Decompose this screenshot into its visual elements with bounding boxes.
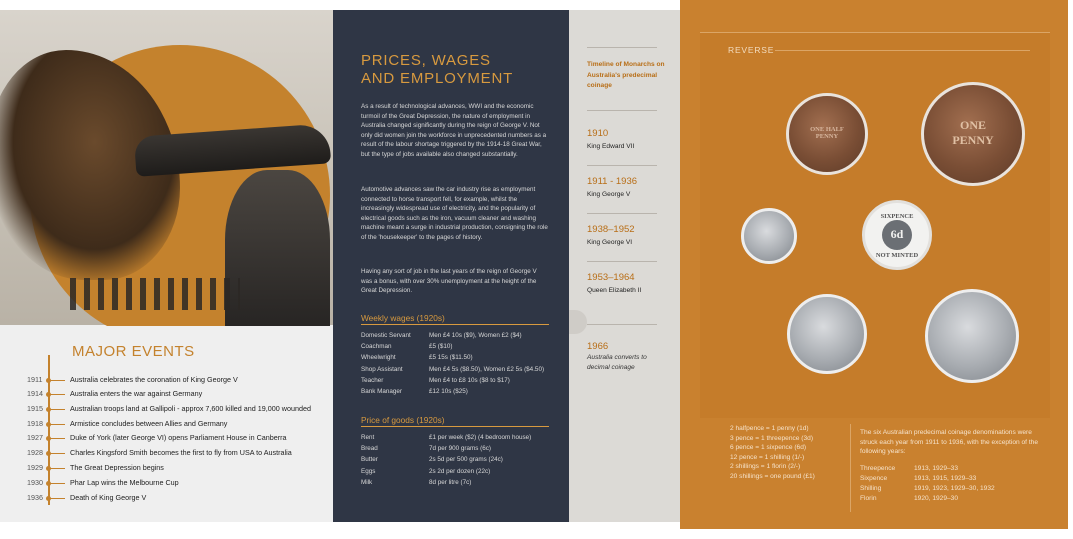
folder-slot: [569, 310, 587, 334]
major-events-panel: [0, 10, 333, 522]
event-text: Duke of York (later George VI) opens Parliament House in Canberra: [70, 433, 287, 442]
weekly-wages-table: [361, 330, 544, 397]
item-name: Rent: [361, 434, 375, 441]
monarch-timeline-heading: Timeline of Monarchs on Australia's predecimal coinage: [587, 61, 665, 89]
item-name: Bread: [361, 445, 378, 453]
monarch-years: 1938–1952: [587, 224, 635, 235]
mintage-exceptions-table: [860, 464, 995, 504]
timeline-tick: [49, 438, 65, 439]
table-row: [361, 375, 544, 386]
timeline-tick: [49, 424, 65, 425]
timeline-tick: [49, 483, 65, 484]
table-row: [361, 454, 531, 465]
divider: [775, 50, 1030, 51]
penny-coin: [921, 82, 1025, 186]
event-year: 1911: [27, 375, 43, 384]
heading-line-1: PRICES, WAGES: [361, 52, 491, 69]
divider: [587, 47, 657, 48]
divider: [587, 213, 657, 214]
job-title: Coachman: [361, 343, 392, 351]
penny-inscription-line-2: PENNY: [952, 133, 994, 147]
divider: [587, 261, 657, 262]
monarch-name: King Edward VII: [587, 143, 635, 150]
major-events-title: MAJOR EVENTS: [72, 343, 195, 360]
event-year: 1930: [27, 478, 43, 487]
panel-heading: [361, 52, 551, 88]
item-name: Milk: [361, 478, 373, 486]
decimal-conversion-text: Australia converts to decimal coinage: [587, 354, 647, 371]
job-title: Shop Assistant: [361, 365, 403, 373]
employment-paragraph-1: As a result of technological advances, WWI and the economic turmoil of the Great Depression, the nature of employment in Australia changed significantly during the reign of George V. Not only did women join the workforce in unprecedented numbers as a result of the labour shortage triggered by the 1914-18 Great War, but the type of jobs available also changed substantially.: [361, 103, 547, 158]
exception-years: 1913, 1915, 1929–33: [914, 475, 977, 482]
reverse-label: REVERSE: [728, 45, 775, 55]
timeline-tick: [49, 468, 65, 469]
table-row: [361, 466, 531, 477]
wage-value: Men £4 5s ($8.50), Women £2 5s ($4.50): [429, 365, 545, 373]
table-row: [361, 330, 544, 341]
job-title: Teacher: [361, 376, 384, 384]
item-price: £1 per week ($2) (4 bedroom house): [429, 434, 532, 441]
denomination-item: 20 shillings = one pound (£1): [730, 472, 815, 480]
exception-years: 1920, 1929–30: [914, 495, 959, 502]
table-row: [860, 474, 995, 484]
monarch-years: 1910: [587, 128, 609, 139]
florin-coin: [925, 289, 1019, 383]
table-row: [361, 386, 544, 397]
event-year: 1928: [27, 448, 43, 457]
table-row: [361, 341, 544, 352]
sixpence-emblem: [882, 220, 912, 250]
coin-name: Threepence: [860, 465, 896, 472]
monarch-years: 1911 - 1936: [587, 176, 638, 187]
final-year: 1966: [587, 341, 609, 352]
timeline-tick: [49, 453, 65, 454]
monarch-years: 1953–1964: [587, 272, 635, 283]
price-of-goods-heading: Price of goods (1920s): [361, 415, 549, 427]
divider: [587, 110, 657, 111]
marching-soldiers-image: [70, 278, 240, 310]
prices-wages-panel: [333, 10, 569, 522]
item-price: 7d per 900 grams (6c): [429, 445, 491, 453]
sixpence-label: SIXPENCE: [880, 213, 914, 220]
weekly-wages-heading: Weekly wages (1920s): [361, 313, 549, 325]
sixpence-placeholder: [862, 200, 932, 270]
divider: [587, 324, 657, 325]
timeline-tick: [49, 380, 65, 381]
shilling-coin: [787, 294, 867, 374]
wage-value: Men £4 10s ($9), Women £2 ($4): [429, 332, 522, 339]
employment-paragraph-2: Automotive advances saw the car industry rise as employment connected to horse transport fell, for example, whilst the increasingly widespread use of electricity, and the popularity of electrical goods such as the iron, vacuum cleaner and washing machine meant a surge in industrial production, consigning the role of the 'housekeeper' to the pages of history.: [361, 186, 548, 241]
coin-name: Florin: [860, 495, 877, 502]
table-row: [361, 432, 531, 443]
historical-photo-collage: [0, 10, 333, 325]
timeline-tick: [49, 409, 65, 410]
event-text: Phar Lap wins the Melbourne Cup: [70, 478, 179, 487]
monarch-name: King George VI: [587, 239, 633, 246]
heading-line-2: AND EMPLOYMENT: [361, 70, 514, 87]
wage-value: Men £4 to £8 10s ($8 to $17): [429, 376, 510, 384]
event-text: Death of King George V: [70, 493, 147, 502]
table-row: [361, 364, 544, 375]
event-year: 1918: [27, 419, 43, 428]
timeline-tick: [49, 498, 65, 499]
divider: [587, 165, 657, 166]
coin-name: Sixpence: [860, 475, 888, 482]
wage-value: £12 10s ($25): [429, 388, 468, 396]
monarch-timeline-panel: [569, 10, 680, 522]
exception-years: 1913, 1929–33: [914, 465, 959, 472]
event-text: The Great Depression begins: [70, 463, 164, 472]
denomination-item: 2 halfpence = 1 penny (1d): [730, 425, 809, 432]
denominations-list: [730, 424, 850, 481]
table-row: [361, 477, 531, 488]
table-row: [361, 352, 544, 363]
bugler-soldier-image: [225, 170, 330, 345]
halfpenny-inscription: ONE HALF PENNY: [810, 126, 844, 140]
denomination-item: 3 pence = 1 threepence (3d): [730, 434, 814, 442]
timeline-tick: [49, 394, 65, 395]
denomination-item: 6 pence = 1 sixpence (6d): [730, 444, 807, 451]
item-price: 8d per litre (7c): [429, 478, 472, 486]
job-title: Domestic Servant: [361, 332, 411, 339]
divider: [850, 424, 851, 512]
penny-inscription-line-1: ONE: [959, 118, 986, 132]
event-text: Armistice concludes between Allies and Germany: [70, 419, 228, 428]
halfpenny-coin: [786, 93, 868, 175]
table-row: [860, 484, 995, 494]
item-name: Butter: [361, 456, 378, 464]
mintage-note: The six Australian predecimal coinage denominations were struck each year from 1911 to 1936, with the exception of the following years:: [860, 429, 1039, 455]
item-price: 2s 5d per 500 grams (24c): [429, 456, 503, 464]
denomination-item: 2 shillings = 1 florin (2/-): [730, 463, 801, 470]
item-price: 2s 2d per dozen (22c): [429, 467, 491, 475]
event-text: Australian troops land at Gallipoli - approx 7,600 killed and 19,000 wounded: [70, 404, 311, 413]
event-year: 1915: [27, 404, 43, 413]
employment-paragraph-3: Having any sort of job in the last years of the reign of George V was a bonus, with over 30% unemployment at the height of the Great Depression.: [361, 268, 537, 295]
event-year: 1914: [27, 389, 43, 398]
event-year: 1927: [27, 433, 43, 442]
event-text: Charles Kingsford Smith becomes the first to fly from USA to Australia: [70, 448, 292, 457]
event-text: Australia celebrates the coronation of King George V: [70, 375, 238, 384]
coin-set-panel: [680, 0, 1068, 529]
coin-name: Shilling: [860, 485, 882, 492]
job-title: Bank Manager: [361, 388, 402, 396]
denomination-item: 12 pence = 1 shilling (1/-): [730, 453, 805, 461]
item-name: Eggs: [361, 467, 376, 475]
not-minted-label: NOT MINTED: [875, 252, 919, 259]
wage-value: £5 15s ($11.50): [429, 354, 473, 362]
table-row: [860, 464, 995, 474]
event-text: Australia enters the war against Germany: [70, 389, 203, 398]
table-row: [860, 494, 995, 504]
monarch-name: Queen Elizabeth II: [587, 287, 642, 294]
exception-years: 1919, 1923, 1929–30, 1932: [914, 485, 995, 492]
monarch-name: King George V: [587, 191, 631, 198]
sixpence-value: 6d: [890, 227, 904, 241]
threepence-coin: [741, 208, 797, 264]
table-row: [361, 443, 531, 454]
wage-value: £5 ($10): [429, 343, 453, 351]
event-year: 1929: [27, 463, 43, 472]
price-of-goods-table: [361, 432, 531, 488]
job-title: Wheelwright: [361, 354, 396, 362]
event-year: 1936: [27, 493, 43, 502]
